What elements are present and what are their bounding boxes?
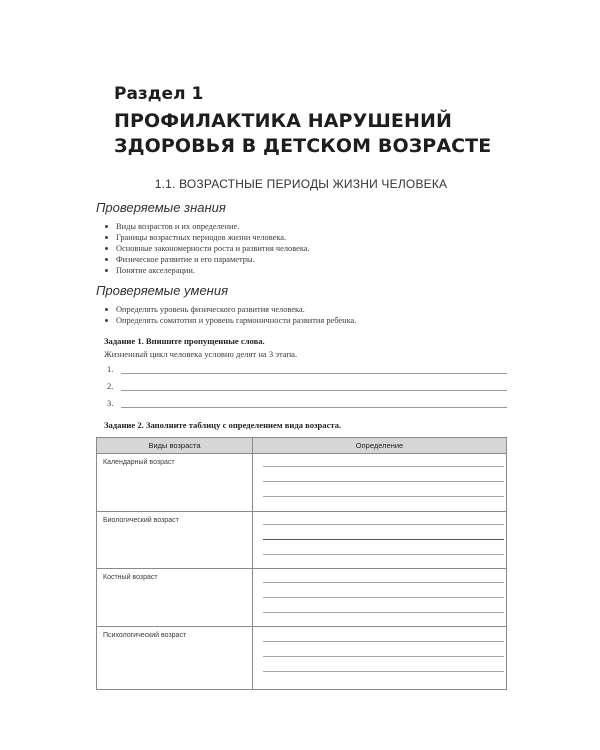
list-item: Основные закономерности роста и развития человека. xyxy=(104,243,310,254)
skills-list xyxy=(104,304,356,326)
write-line[interactable] xyxy=(263,582,504,583)
write-line[interactable] xyxy=(263,496,504,497)
section-label: Раздел 1 xyxy=(114,84,204,104)
line-number: 2. xyxy=(107,381,114,391)
write-line[interactable] xyxy=(263,612,504,613)
header-age-types: Виды возраста xyxy=(148,441,201,450)
task1-subtitle: Жизненный цикл человека условно делят на 3 этапа. xyxy=(104,349,298,359)
list-item: Виды возрастов и их определение. xyxy=(104,221,310,232)
write-line[interactable] xyxy=(121,407,507,408)
line-number: 3. xyxy=(107,398,114,408)
list-item: Физическое развитие и его параметры. xyxy=(104,254,310,265)
skills-heading: Проверяемые умения xyxy=(96,283,229,298)
row-label: Календарный возраст xyxy=(103,459,175,466)
write-line[interactable] xyxy=(263,597,504,598)
write-line[interactable] xyxy=(263,671,504,672)
write-line[interactable] xyxy=(263,539,504,540)
answer-line-1[interactable] xyxy=(107,364,507,376)
row-label: Психологический возраст xyxy=(103,632,187,639)
list-item: Определять уровень физического развития человека. xyxy=(104,304,356,315)
task2-title: Задание 2. Заполните таблицу с определением вида возраста. xyxy=(104,420,342,430)
table-row xyxy=(97,511,506,569)
table-header xyxy=(97,438,506,454)
table-row xyxy=(97,454,506,511)
header-definition: Определение xyxy=(355,441,404,450)
row-label: Биологический возраст xyxy=(103,517,179,524)
write-line[interactable] xyxy=(121,373,507,374)
write-line[interactable] xyxy=(263,466,504,467)
table-row xyxy=(97,626,506,690)
answer-line-2[interactable] xyxy=(107,381,507,393)
list-item: Понятие акселерации. xyxy=(104,265,310,276)
table-row xyxy=(97,568,506,627)
write-line[interactable] xyxy=(263,641,504,642)
write-line[interactable] xyxy=(263,554,504,555)
knowledge-heading: Проверяемые знания xyxy=(96,200,226,215)
write-line[interactable] xyxy=(263,656,504,657)
chapter-title: ПРОФИЛАКТИКА НАРУШЕНИЙ ЗДОРОВЬЯ В ДЕТСКОМ ВОЗРАСТЕ xyxy=(114,110,492,157)
task1-title: Задание 1. Впишите пропущенные слова. xyxy=(104,336,265,346)
age-types-table xyxy=(96,437,507,690)
answer-line-3[interactable] xyxy=(107,398,507,410)
row-label: Костный возраст xyxy=(103,574,158,581)
line-number: 1. xyxy=(107,364,114,374)
write-line[interactable] xyxy=(263,524,504,525)
write-line[interactable] xyxy=(121,390,507,391)
subsection-title: 1.1. ВОЗРАСТНЫЕ ПЕРИОДЫ ЖИЗНИ ЧЕЛОВЕКА xyxy=(154,177,448,191)
knowledge-list xyxy=(104,221,310,276)
write-line[interactable] xyxy=(263,481,504,482)
list-item: Границы возрастных периодов жизни человека. xyxy=(104,232,310,243)
list-item: Определять соматотип и уровень гармоничности развития ребенка. xyxy=(104,315,356,326)
